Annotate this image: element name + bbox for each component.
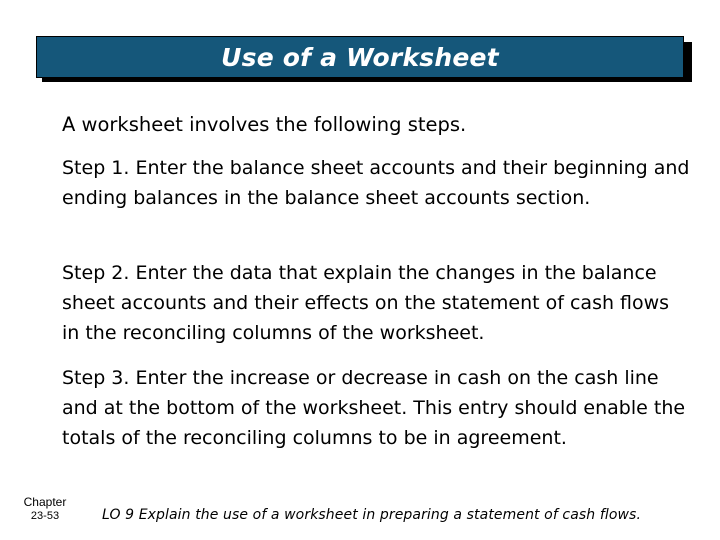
step-2-text: Enter the data that explain the changes in the balance sheet accounts and their effects on the statement of cash flows in the reconciling columns of the worksheet. — [62, 262, 670, 344]
title-bar — [36, 36, 684, 78]
step-3-label: Step 3. — [62, 367, 130, 389]
step-1-label: Step 1. — [62, 157, 130, 179]
step-2-label: Step 2. — [62, 262, 130, 284]
chapter-reference — [14, 495, 76, 523]
step-2 — [62, 258, 692, 348]
step-1-text: Enter the balance sheet accounts and their beginning and ending balances in the balance sheet accounts section. — [62, 157, 690, 209]
intro-text: A worksheet involves the following steps. — [62, 113, 467, 136]
learning-objective: LO 9 Explain the use of a worksheet in preparing a statement of cash flows. — [102, 507, 642, 523]
slide-title: Use of a Worksheet — [221, 42, 499, 72]
step-1 — [62, 153, 692, 213]
chapter-label: Chapter — [23, 495, 67, 509]
page-reference: 23-53 — [30, 510, 60, 522]
step-3-text: Enter the increase or decrease in cash on the cash line and at the bottom of the worksheet. This entry should enable the totals of the reconciling columns to be in agreement. — [62, 367, 686, 449]
step-3 — [62, 363, 692, 453]
